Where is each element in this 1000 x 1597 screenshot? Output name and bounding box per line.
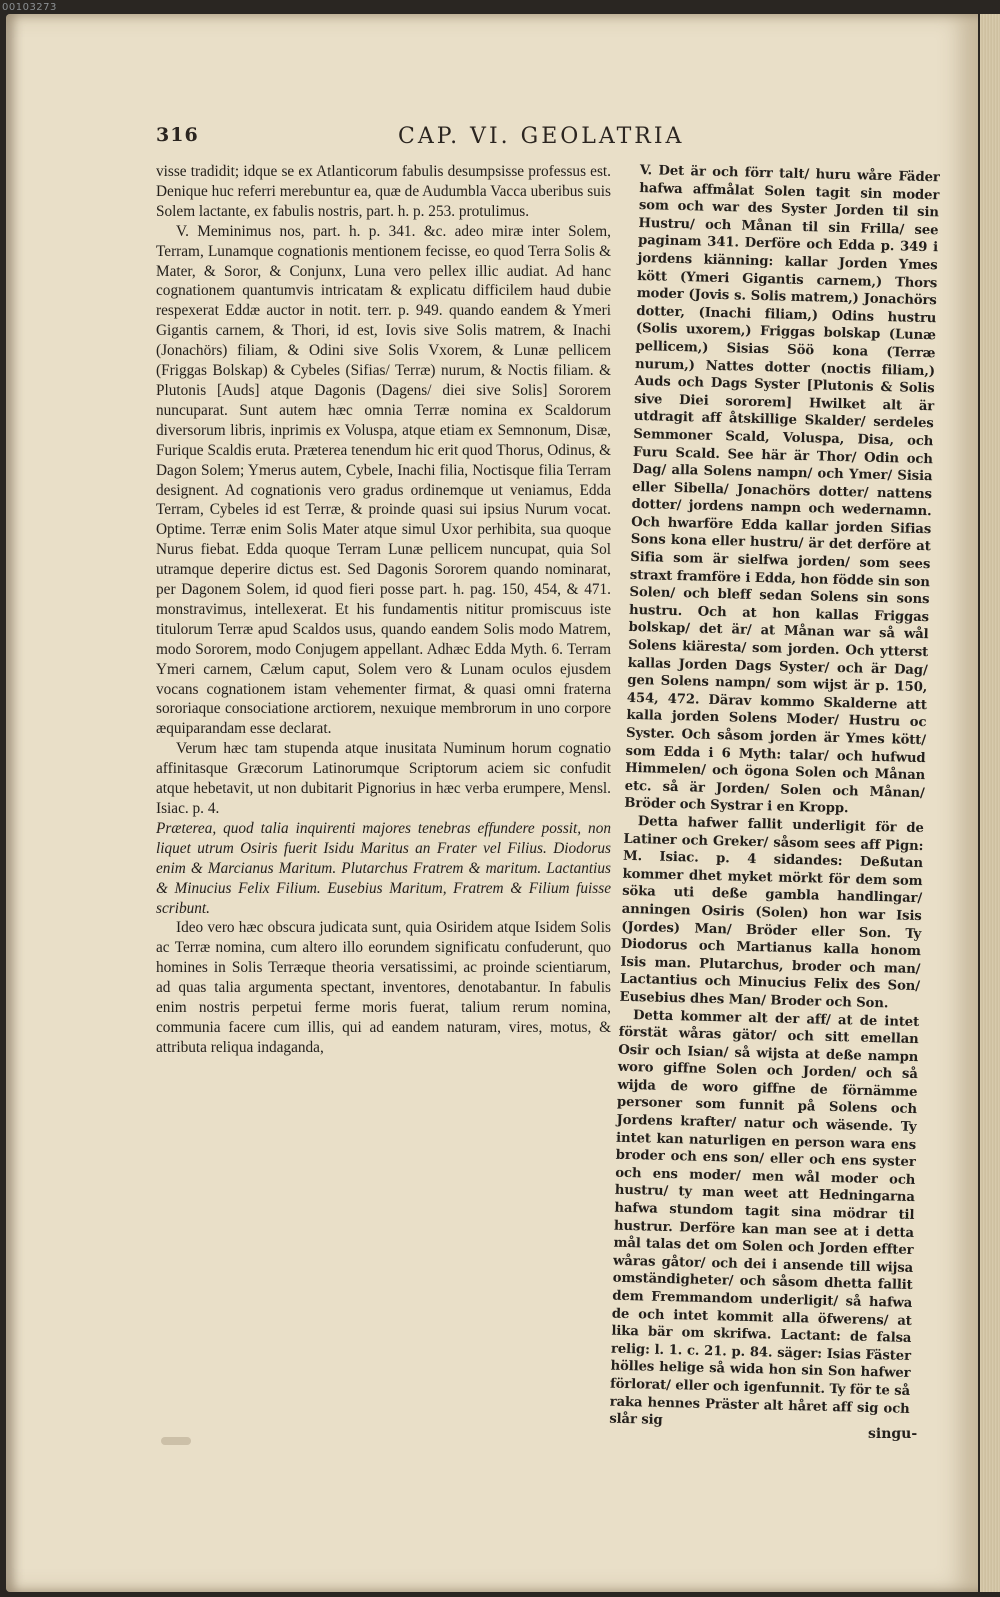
catchword: singu- bbox=[868, 1426, 918, 1442]
latin-paragraph: V. Meminimus nos, part. h. p. 341. &c. adeo miræ inter Solem, Terram, Lunamque cognationis mentionem fecisse, eo quod Terra Solis & Mater, & Soror, & Conjunx, Luna vero pellex illic audiat. Ad hanc cognationem quantumvis intricatam & explicatu difficilem haud dubie respexerat Eddæ auctor in notit. terr. p. 949. quando eandem & Ymeri Gigantis carnem, & Thori, id est, Iovis sive Solis matrem, & Inachi (Jonachörs) filiam, & Odini sive Solis Vxorem, & Lunæ pellicem (Friggas Bolskap) & Cybeles (Sifias/ Terræ) nurum, & Noctis filiam. & Plutonis [Auds] atque Dagonis (Dagens/ diei sive Solis] Sororem nuncuparat. Sunt autem hæc omnia Terræ nomina ex Scaldorum diversorum libris, inprimis ex Voluspa, atque etiam ex Semnonum, Disæ, Furique Scaldis eruta. Præterea tenendum hic erit quod Thorus, Odinus, & Dagon Solem; Ymerus autem, Cybele, Inachi filia, Noctisque filia Terram designent. Ad cognationis vero gradus ordinemque ut veniamus, Edda Terram, Cybeles id est Terræ, & proinde quasi sui ipsius Nurum vocat. Optime. Terræ enim Solis Mater atque simul Uxor perhibita, sua quoque Nurus fiebat. Edda quoque Terram Lunæ pellicem nuncupat, quia Sol utramque deperire dictus est. Sed Dagonis Sororem quando nominarat, per Dagonem Solem, id quod fieri posse part. h. pag. 150, 454, & 471. monstravimus, intellexerat. Et his fundamentis nititur promiscuus iste titulorum Terræ apud Scaldos usus, quando eandem Solis modo Matrem, modo Sororem, modo Conjugem appellant. Adhæc Edda Myth. 6. Terram Ymeri carnem, Cælum caput, Solem vero & Lunam oculos ejusdem vocans cognationem istam vehementer firmat, & quasi omni fraterna sororiaque consociatione arctiorem, nexuique membrorum in uno corpore æquiparandam esse declarat. bbox=[156, 222, 611, 738]
swedish-paragraph: V. Det är och förr talt/ huru wåre Fäder hafwa affmålat Solen tagit sin moder som och war des Syster Jorden til sin Hustru/ och Månan til sin Frilla/ see paginam 341. Derföre och Edda p. 349 i jordens kiänning: kallar Jorden Ymes kött (Ymeri Gigantis carnem,) Thors moder (Jovis s. Solis matrem,) Jonachörs dotter, (Inachi filiam,) Odins hustru (Solis uxorem,) Friggas bolskap (Lunæ pellicem,) Sisias Söö kona (Terræ nurum,) Nattes dotter (noctis filiam,) Auds och Dags Syster [Plutonis & Solis sive Diei sororem] Hwilket alt är utdragit aff åtskillige Skalder/ serdeles Semmoner Scald, Voluspa, Disa, och Furu Scald. See här är Thor/ Odin och Dag/ alla Solens nampn/ och Ymer/ Sisia eller Sibella/ Jonachörs dotter/ nattens dotter/ jordens nampn och wedernamn. Och hwarföre Edda kallar jorden Sifias Sons kona eller hustru/ är det derföre at Sifia som är sielfwa jorden/ som sees straxt framföre i Edda, hon födde sin son Solen/ och bleff sedan Solens sin sons hustru. Och at hon kallas Friggas bolskap/ det är/ at Månan war så wål Solens kiäresta/ som jorden. Och ytterst kallas Jorden Dags Syster/ och är Dag/ gen Solens nampn/ som wijst är p. 150, 454, 472. Därav kommo Skalderne att kalla jorden Solens Moder/ Hustru oc Syster. Och såsom jorden är Ymes kött/ som Edda i 6 Myth: talar/ och hufwud Himmelen/ och ögona Solen och Månan etc. så är Jorden/ Solen och Månan/ Bröder och Systrar i en Kropp. bbox=[624, 162, 940, 817]
swedish-paragraph: Detta hafwer fallit underligit för de Latiner och Greker/ såsom sees aff Pign: M. Isiac. p. 4 sidandes: Deßutan kommer dhet myket mörkt för dem som söka uti deße gambla handlingar/ anningen Osiris (Solen) hon war Isis (Jordes) Man/ Bröder eller Son. Ty Diodorus och Martianus kalla honom Isis man. Plutarchus, broder och man/ Lactantius och Minucius Felix des Son/ Eusebius dhes Man/ Broder och Son. bbox=[619, 814, 924, 1012]
latin-column bbox=[156, 162, 611, 1058]
swedish-paragraph: Detta kommer alt der aff/ at de intet förstät wåras gätor/ och sitt emellan Osir och Isian/ så wijsta at deße nampn woro giffne Solen och Jorden/ och så wijda de woro giffne de förnämme personer som funnit på Solens och Jordens krafter/ natur och wäsende. Ty intet kan naturligen en person wara ens broder och ens son/ eller och ens syster och ens moder/ men wål moder och hustru/ ty man weet att Hedningarna hafwa stundom tagit sina mödrar til hustrur. Derföre kan man see at i detta mål talas det om Solen och Jorden effter wåras gåtor/ och dei i ansende till wijsa omständigheter/ och såsom dhetta fallit dem Fremmandom underligit/ så hafwa de och intet kommit alla öfwerens/ at lika bär om skrifwa. Lactant: de falsa relig: l. 1. c. 21. p. 84. säger: Isias Fäster hölles helige så wida hon sin Son hafwer förlorat/ eller och igenfunnit. Ty för te så raka hennes Präster alt håret aff sig och slår sig bbox=[609, 1007, 920, 1429]
latin-quotation: Præterea, quod talia inquirenti majores tenebras effundere possit, non liquet utrum Osiris fuerit Isidu Maritus an Frater vel Filius. Diodorus enim & Marcianus Maritum. Plutarchus Fratrem & maritum. Lactantius & Minucius Felix Filium. Eusebius Maritum, Fratrem & Filium fuisse scribunt. bbox=[156, 819, 611, 917]
page-header bbox=[6, 124, 978, 154]
page-edge-stack bbox=[980, 14, 1000, 1592]
page-number: 316 bbox=[156, 124, 199, 146]
swedish-column bbox=[609, 162, 940, 1436]
book-page bbox=[6, 14, 978, 1592]
scan-id-label: 00103273 bbox=[2, 2, 57, 13]
running-title: CAP. VI. GEOLATRIA bbox=[398, 124, 685, 149]
latin-paragraph: Verum hæc tam stupenda atque inusitata Numinum horum cognatio affinitasque Græcorum Latinorumque Scriptorum aciem sic confudit atque hebetavit, ut non dubitarit Pignorius in hæc verba erumpere, Mensl. Isiac. p. 4. bbox=[156, 740, 611, 817]
ink-smudge bbox=[161, 1437, 191, 1445]
latin-paragraph: visse tradidit; idque se ex Atlanticorum fabulis desumpsisse professus est. Denique huc referri merebuntur ea, quæ de Audumbla Vacca uberibus suis Solem lactante, ex fabulis nostris, part. h. p. 253. protulimus. bbox=[156, 163, 611, 220]
latin-paragraph: Ideo vero hæc obscura judicata sunt, quia Osiridem atque Isidem Solis ac Terræ nomina, cum altero illo eorundem significatu confuderunt, quo homines in Solis Terræque theoria versatissimi, ac proinde scientiarum, ad quas talia argumenta spectant, inventores, denotabantur. In fabulis enim nostris perpetui ferme moris fuerat, talium rerum nomina, communia facere cum illis, qui ad eandem naturam, vires, motus, & attributa reliqua indaganda, bbox=[156, 919, 611, 1056]
